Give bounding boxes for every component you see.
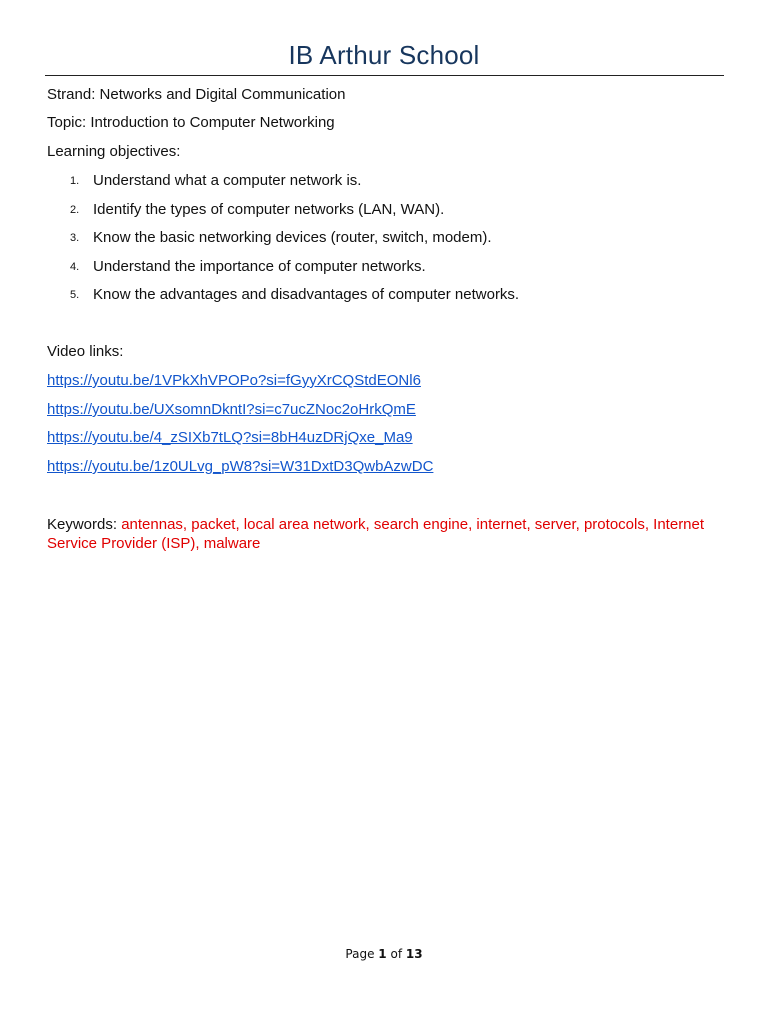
- video-links-heading: Video links:: [47, 343, 124, 360]
- objective-text: Know the advantages and disadvantages of computer networks.: [93, 286, 520, 303]
- video-link[interactable]: https://youtu.be/4_zSIXb7tLQ?si=8bH4uzDRjQxe_Ma9: [47, 429, 413, 446]
- of-word: of: [386, 947, 406, 961]
- title-divider: [45, 75, 724, 76]
- objective-item: [70, 229, 492, 246]
- objective-item: [70, 258, 426, 275]
- total-pages-number: 13: [405, 947, 423, 961]
- objective-number: 3.: [70, 232, 80, 244]
- page-number-footer: [0, 947, 768, 961]
- keywords-paragraph: [47, 515, 727, 553]
- page-word: Page: [345, 947, 379, 961]
- objective-text: Understand the importance of computer networks.: [93, 258, 426, 275]
- keywords-list: antennas, packet, local area network, search engine, internet, server, protocols, Internet Service Provider (ISP), malware: [47, 516, 705, 552]
- objective-text: Identify the types of computer networks (LAN, WAN).: [93, 201, 445, 218]
- objective-item: [70, 286, 519, 303]
- strand-line: Strand: Networks and Digital Communication: [47, 86, 346, 103]
- objective-number: 5.: [70, 289, 80, 301]
- current-page-number: 1: [378, 947, 387, 961]
- page-title: IB Arthur School: [288, 40, 480, 70]
- objective-number: 4.: [70, 261, 80, 273]
- objective-number: 2.: [70, 204, 80, 216]
- topic-line: Topic: Introduction to Computer Networking: [47, 114, 335, 131]
- video-link[interactable]: https://youtu.be/1VPkXhVPOPo?si=fGyyXrCQStdEONl6: [47, 372, 421, 389]
- learning-objectives-heading: Learning objectives:: [47, 143, 181, 160]
- objective-number: 1.: [70, 175, 80, 187]
- objective-text: Know the basic networking devices (router, switch, modem).: [93, 229, 492, 246]
- objective-item: [70, 201, 444, 218]
- video-link[interactable]: https://youtu.be/UXsomnDkntI?si=c7ucZNoc2oHrkQmE: [47, 401, 416, 418]
- objective-text: Understand what a computer network is.: [93, 172, 362, 189]
- keywords-label: Keywords:: [47, 516, 122, 533]
- video-link[interactable]: https://youtu.be/1z0ULvg_pW8?si=W31DxtD3QwbAzwDC: [47, 458, 434, 475]
- objective-item: [70, 172, 361, 189]
